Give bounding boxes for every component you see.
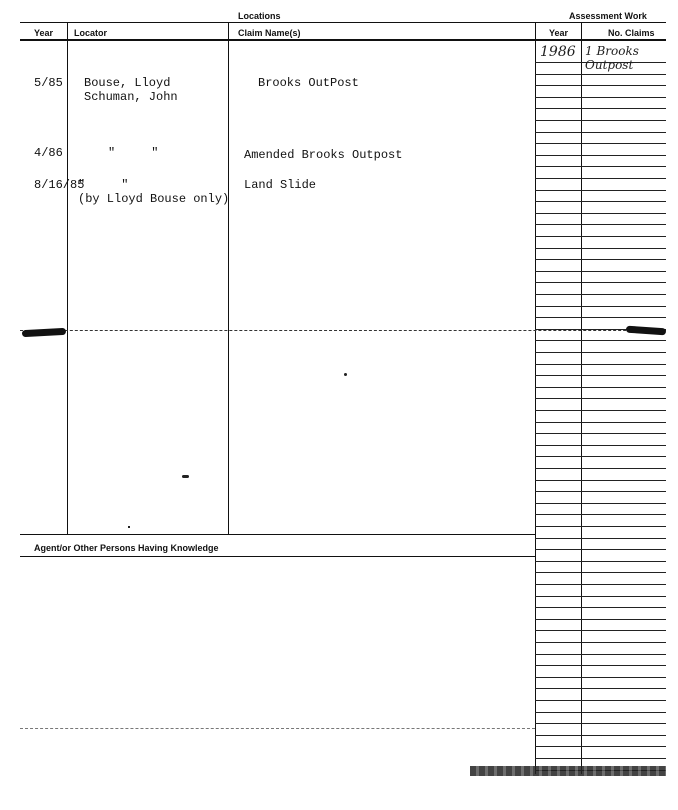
claim-divider	[228, 22, 229, 534]
locator-divider	[67, 22, 68, 534]
locator-column-header: Locator	[74, 28, 108, 38]
section2-title-rule	[20, 556, 535, 557]
scan-mark-right	[626, 326, 666, 336]
ledger-line	[535, 143, 666, 144]
ledger-line	[535, 224, 666, 225]
year-column-header: Year	[34, 28, 54, 38]
ledger-line	[535, 236, 666, 237]
ledger-line	[535, 201, 666, 202]
section2-top-rule	[20, 534, 535, 535]
assessment-year-entry: 1986	[540, 44, 576, 60]
ledger-line	[535, 85, 666, 86]
ledger-line	[535, 619, 666, 620]
ledger-line	[535, 735, 666, 736]
ledger-line	[535, 688, 666, 689]
ledger-line	[535, 271, 666, 272]
ledger-line	[535, 108, 666, 109]
row-1-locator: Bouse, Lloyd Schuman, John	[84, 76, 178, 104]
ledger-line	[535, 723, 666, 724]
row-3-year: 8/16/85	[34, 178, 85, 192]
ledger-line	[535, 596, 666, 597]
ledger-line	[535, 514, 666, 515]
aw-year-column-header: Year	[549, 28, 569, 38]
ledger-line	[535, 433, 666, 434]
ledger-line	[535, 317, 666, 318]
ledger-line	[535, 190, 666, 191]
no-claims-column-header: No. Claims	[608, 28, 655, 38]
ledger-line	[535, 503, 666, 504]
ledger-line	[535, 677, 666, 678]
ledger-line	[535, 213, 666, 214]
ledger-line	[535, 491, 666, 492]
ledger-line	[535, 665, 666, 666]
section-dashed-rule	[20, 330, 666, 331]
ledger-line	[535, 468, 666, 469]
ledger-line	[535, 294, 666, 295]
ledger-line	[535, 282, 666, 283]
ledger-line	[535, 607, 666, 608]
assessment-work-header: Assessment Work	[569, 11, 647, 21]
row-1-year: 5/85	[34, 76, 63, 90]
claim-names-column-header: Claim Name(s)	[238, 28, 301, 38]
bottom-dashed-rule	[20, 728, 535, 729]
ledger-line	[535, 561, 666, 562]
ledger-line	[535, 248, 666, 249]
ledger-line	[535, 120, 666, 121]
header-bottom-rule	[20, 39, 666, 41]
locations-header: Locations	[238, 11, 281, 21]
ledger-line	[535, 700, 666, 701]
row-3-locator: " " (by Lloyd Bouse only)	[78, 178, 230, 206]
agent-section-title: Agent/or Other Persons Having Knowledge	[34, 543, 219, 553]
top-rule	[20, 22, 666, 23]
scan-mark-left	[22, 328, 66, 337]
ledger-line	[535, 166, 666, 167]
speck	[128, 526, 130, 528]
ledger-line	[535, 259, 666, 260]
ledger-line	[535, 178, 666, 179]
ledger-line	[535, 74, 666, 75]
speck	[344, 373, 347, 376]
ledger-line	[535, 654, 666, 655]
ledger-line	[535, 758, 666, 759]
speck	[182, 475, 189, 478]
row-2-claim: Amended Brooks Outpost	[244, 148, 403, 162]
ledger-line	[535, 445, 666, 446]
ledger-line	[535, 630, 666, 631]
ledger-line	[535, 410, 666, 411]
ledger-line	[535, 572, 666, 573]
ledger-line	[535, 352, 666, 353]
ledger-line	[535, 746, 666, 747]
ledger-line	[535, 456, 666, 457]
ledger-line	[535, 364, 666, 365]
ledger-line	[535, 480, 666, 481]
ledger-line	[535, 584, 666, 585]
assessment-claims-entry: 1 Brooks Outpost	[585, 44, 639, 72]
ledger-line	[535, 642, 666, 643]
ledger-line	[535, 306, 666, 307]
row-2-year: 4/86	[34, 146, 63, 160]
ledger-line	[535, 422, 666, 423]
row-1-claim: Brooks OutPost	[258, 76, 359, 90]
ledger-line	[535, 712, 666, 713]
row-3-claim: Land Slide	[244, 178, 317, 192]
ledger-line	[535, 538, 666, 539]
ledger-line	[535, 398, 666, 399]
ledger-line	[535, 387, 666, 388]
ledger-line	[535, 340, 666, 341]
ledger-line	[535, 97, 666, 98]
ledger-line	[535, 549, 666, 550]
row-2-locator: " "	[108, 146, 159, 160]
ledger-line	[535, 375, 666, 376]
bottom-scan-smudge	[470, 766, 666, 776]
ledger-line	[535, 526, 666, 527]
ledger-line	[535, 132, 666, 133]
ledger-line	[535, 155, 666, 156]
